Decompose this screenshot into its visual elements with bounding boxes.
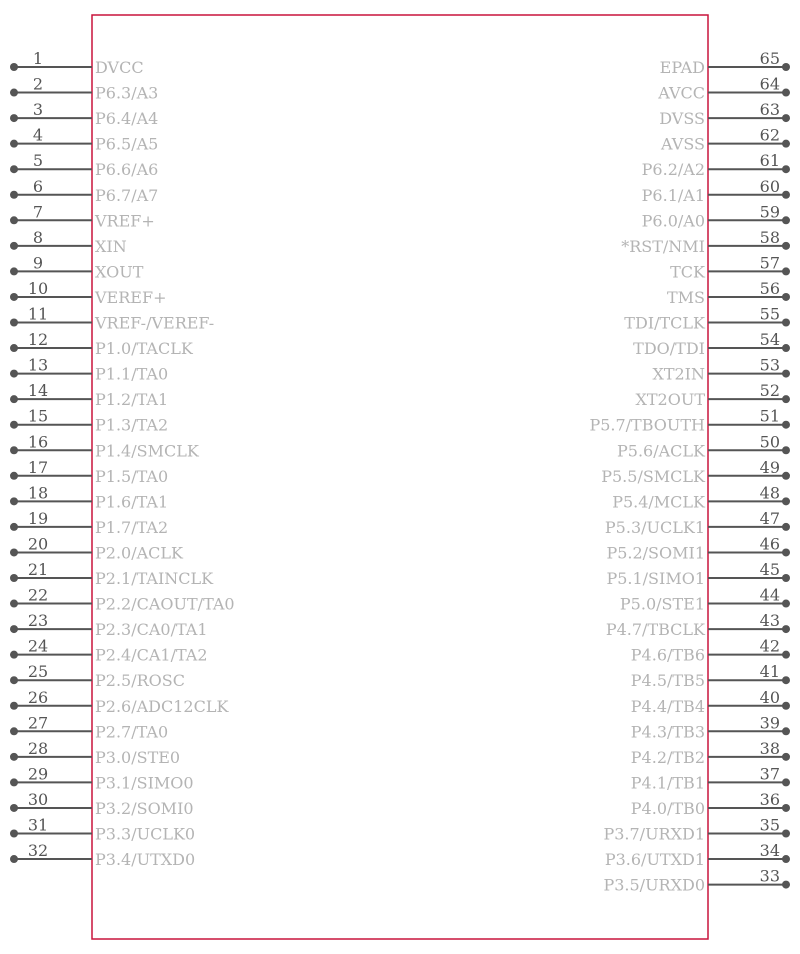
- pin-label: P5.0/STE1: [619, 594, 705, 614]
- pin-34: [605, 841, 790, 869]
- pin-28: [10, 739, 180, 767]
- pin-number: 7: [32, 202, 44, 222]
- pin-64: [657, 75, 790, 103]
- pin-end-dot: [10, 497, 18, 505]
- pin-label: P2.2/CAOUT/TA0: [95, 594, 235, 614]
- pin-9: [10, 253, 144, 281]
- pin-end-dot: [10, 395, 18, 403]
- pin-2: [10, 75, 158, 103]
- pin-45: [606, 560, 790, 588]
- pin-end-dot: [782, 140, 790, 148]
- pin-number: 51: [759, 406, 780, 426]
- pin-44: [620, 586, 790, 614]
- pin-number: 34: [759, 841, 780, 861]
- pin-51: [589, 407, 790, 435]
- pin-end-dot: [782, 114, 790, 122]
- pin-label: P3.7/URXD1: [603, 824, 705, 844]
- pin-end-dot: [782, 89, 790, 97]
- pin-number: 37: [759, 764, 780, 784]
- pin-number: 13: [27, 355, 49, 375]
- pin-label: TCK: [670, 262, 705, 282]
- pin-end-dot: [782, 370, 790, 378]
- pin-25: [10, 662, 185, 690]
- pin-end-dot: [10, 727, 18, 735]
- pin-label: DVSS: [659, 109, 705, 129]
- pin-label: XT2IN: [652, 364, 705, 384]
- pin-label: P5.5/SMCLK: [601, 466, 705, 486]
- pin-60: [642, 177, 790, 205]
- pin-end-dot: [10, 804, 18, 812]
- pin-label: P4.1/TB1: [630, 773, 705, 793]
- pin-end-dot: [10, 753, 18, 761]
- pin-59: [642, 202, 790, 230]
- pin-55: [624, 305, 790, 333]
- pin-end-dot: [10, 778, 18, 786]
- pin-label: XOUT: [95, 262, 144, 282]
- pin-label: P3.6/UTXD1: [604, 850, 705, 870]
- pin-number: 14: [27, 381, 49, 401]
- pin-number: 9: [32, 253, 44, 273]
- pin-end-dot: [782, 293, 790, 301]
- pin-end-dot: [782, 651, 790, 659]
- pin-end-dot: [782, 600, 790, 608]
- pin-54: [633, 330, 790, 358]
- pin-label: P6.3/A3: [95, 83, 159, 103]
- pin-number: 47: [759, 508, 780, 528]
- pin-26: [10, 688, 229, 716]
- pin-label: P3.2/SOMI0: [95, 798, 194, 818]
- pin-11: [10, 305, 214, 333]
- pin-end-dot: [10, 625, 18, 633]
- pin-label: AVCC: [658, 83, 705, 103]
- pin-number: 64: [759, 74, 780, 94]
- pin-21: [10, 560, 214, 588]
- pin-number: 15: [27, 406, 49, 426]
- pin-number: 18: [27, 483, 49, 503]
- pin-end-dot: [782, 830, 790, 838]
- pin-label: P3.4/UTXD0: [95, 850, 196, 870]
- pin-end-dot: [782, 319, 790, 327]
- pin-label: P1.6/TA1: [95, 492, 169, 512]
- pin-end-dot: [782, 548, 790, 556]
- pin-end-dot: [782, 702, 790, 710]
- pin-end-dot: [10, 370, 18, 378]
- pin-20: [10, 534, 184, 562]
- pin-63: [659, 100, 790, 128]
- pin-label: XT2OUT: [635, 390, 705, 410]
- pin-end-dot: [10, 523, 18, 531]
- pin-number: 61: [759, 151, 780, 171]
- pin-end-dot: [782, 727, 790, 735]
- pin-end-dot: [782, 804, 790, 812]
- pin-number: 63: [759, 100, 780, 120]
- pin-label: P5.3/UCLK1: [604, 517, 705, 537]
- pin-end-dot: [782, 63, 790, 71]
- pin-number: 43: [759, 611, 780, 631]
- pin-label: P2.5/ROSC: [95, 671, 185, 691]
- pin-42: [631, 637, 790, 665]
- pin-end-dot: [782, 881, 790, 889]
- pin-label: P4.7/TBCLK: [605, 620, 705, 640]
- pin-number: 27: [27, 713, 49, 733]
- pin-end-dot: [782, 625, 790, 633]
- pin-16: [10, 432, 200, 460]
- pin-number: 24: [27, 636, 49, 656]
- pin-label: P4.5/TB5: [630, 671, 705, 691]
- pin-47: [605, 509, 790, 537]
- pin-18: [10, 483, 168, 511]
- pin-number: 52: [759, 381, 780, 401]
- pin-number: 17: [27, 457, 49, 477]
- pin-38: [631, 739, 790, 767]
- pin-label: P1.1/TA0: [95, 364, 169, 384]
- pin-12: [10, 330, 194, 358]
- pin-label: P1.3/TA2: [95, 415, 169, 435]
- pin-label: P3.5/URXD0: [603, 875, 705, 895]
- pin-label: VREF+: [95, 211, 155, 231]
- pin-number: 38: [759, 738, 780, 758]
- pin-number: 8: [32, 227, 44, 247]
- pin-label: P6.5/A5: [95, 134, 159, 154]
- pin-3: [10, 100, 158, 128]
- pin-end-dot: [782, 242, 790, 250]
- pin-29: [10, 764, 194, 792]
- pin-end-dot: [10, 267, 18, 275]
- pin-label: P4.0/TB0: [630, 798, 705, 818]
- pin-label: P6.0/A0: [641, 211, 705, 231]
- pin-label: P6.7/A7: [95, 185, 159, 205]
- pin-end-dot: [10, 702, 18, 710]
- pin-label: P4.4/TB4: [630, 696, 705, 716]
- pin-end-dot: [782, 523, 790, 531]
- pin-number: 35: [759, 815, 780, 835]
- pin-end-dot: [782, 344, 790, 352]
- pin-label: P5.2/SOMI1: [606, 543, 705, 563]
- pin-label: P5.1/SIMO1: [606, 569, 705, 588]
- pin-label: P2.1/TAINCLK: [95, 569, 214, 588]
- pin-label: P3.0/STE0: [95, 747, 181, 767]
- pin-end-dot: [782, 267, 790, 275]
- pin-label: *RST/NMI: [621, 236, 705, 256]
- pin-end-dot: [782, 216, 790, 224]
- pin-43: [606, 611, 790, 639]
- pin-end-dot: [10, 676, 18, 684]
- pin-end-dot: [782, 191, 790, 199]
- pin-number: 23: [27, 611, 49, 631]
- pin-40: [631, 688, 790, 716]
- pin-58: [621, 228, 790, 256]
- pin-56: [667, 279, 790, 307]
- pin-27: [10, 713, 168, 741]
- pin-number: 2: [32, 74, 44, 94]
- pin-label: P1.7/TA2: [95, 517, 169, 537]
- pin-number: 44: [759, 585, 780, 605]
- pin-number: 65: [759, 49, 780, 68]
- pin-label: P1.0/TACLK: [95, 339, 193, 359]
- pin-end-dot: [10, 421, 18, 429]
- pin-14: [10, 381, 168, 409]
- left-pin-group: [10, 49, 235, 869]
- pin-end-dot: [10, 114, 18, 122]
- pin-35: [603, 816, 790, 844]
- pin-number: 1: [32, 49, 44, 68]
- pin-label: P4.3/TB3: [630, 722, 705, 742]
- pin-1: [10, 49, 144, 77]
- pin-52: [635, 381, 790, 409]
- pin-label: EPAD: [659, 58, 705, 77]
- pin-end-dot: [10, 548, 18, 556]
- pin-end-dot: [10, 216, 18, 224]
- pin-number: 11: [27, 304, 49, 324]
- pin-number: 36: [759, 789, 780, 809]
- pin-label: DVCC: [95, 58, 144, 77]
- pin-number: 39: [759, 713, 780, 733]
- pin-number: 59: [759, 202, 780, 222]
- pin-number: 60: [759, 176, 780, 196]
- pin-number: 22: [27, 585, 49, 605]
- pin-13: [10, 356, 168, 384]
- pin-23: [10, 611, 208, 639]
- pin-label: P5.4/MCLK: [612, 492, 705, 512]
- right-pin-group: [589, 49, 790, 895]
- pin-36: [631, 790, 790, 818]
- pin-number: 58: [759, 227, 780, 247]
- pin-number: 49: [759, 457, 780, 477]
- pin-label: P5.7/TBOUTH: [589, 415, 705, 435]
- pin-number: 16: [27, 432, 49, 452]
- pin-number: 56: [759, 278, 780, 298]
- pin-number: 10: [27, 278, 49, 298]
- pin-end-dot: [782, 497, 790, 505]
- pin-end-dot: [782, 165, 790, 173]
- pin-50: [617, 432, 790, 460]
- pin-label: P4.2/TB2: [630, 747, 705, 767]
- pin-number: 53: [759, 355, 780, 375]
- pin-number: 45: [759, 560, 780, 579]
- pin-label: TMS: [666, 287, 705, 307]
- pin-number: 19: [27, 508, 49, 528]
- pin-number: 30: [27, 789, 49, 809]
- pin-7: [10, 202, 155, 230]
- pin-label: P6.6/A6: [95, 160, 159, 180]
- pin-number: 6: [32, 176, 44, 196]
- pin-number: 29: [27, 764, 49, 784]
- pin-label: P6.4/A4: [95, 109, 159, 129]
- pin-label: P6.2/A2: [641, 160, 705, 180]
- pin-number: 4: [32, 125, 44, 145]
- pin-end-dot: [10, 574, 18, 582]
- pin-end-dot: [782, 421, 790, 429]
- pin-17: [10, 458, 168, 486]
- pin-end-dot: [782, 574, 790, 582]
- pin-end-dot: [782, 395, 790, 403]
- pin-end-dot: [10, 651, 18, 659]
- pin-label: P2.3/CA0/TA1: [95, 620, 208, 640]
- pin-number: 46: [759, 534, 780, 554]
- pin-end-dot: [782, 472, 790, 480]
- pin-number: 62: [759, 125, 780, 145]
- pin-end-dot: [782, 753, 790, 761]
- pin-number: 20: [27, 534, 49, 554]
- pin-end-dot: [10, 242, 18, 250]
- pin-label: P2.4/CA1/TA2: [95, 645, 208, 665]
- pin-number: 25: [27, 662, 49, 682]
- pin-number: 42: [759, 636, 780, 656]
- pin-number: 28: [27, 738, 49, 758]
- pin-end-dot: [782, 446, 790, 454]
- pin-number: 3: [32, 100, 44, 120]
- pin-end-dot: [10, 344, 18, 352]
- pin-24: [10, 637, 208, 665]
- pin-end-dot: [10, 191, 18, 199]
- pin-label: P3.3/UCLK0: [95, 824, 196, 844]
- pin-46: [606, 534, 790, 562]
- pin-8: [10, 228, 127, 256]
- pin-number: 50: [759, 432, 780, 452]
- pin-label: P2.0/ACLK: [95, 543, 183, 563]
- pin-57: [670, 253, 790, 281]
- pin-31: [10, 816, 195, 844]
- pin-end-dot: [782, 855, 790, 863]
- pin-label: P2.6/ADC12CLK: [95, 696, 229, 716]
- pin-6: [10, 177, 158, 205]
- pin-number: 48: [759, 483, 780, 503]
- pin-number: 26: [27, 687, 49, 707]
- pin-label: VREF-/VEREF-: [95, 313, 215, 333]
- pin-22: [10, 586, 235, 614]
- pin-number: 32: [27, 841, 49, 861]
- pin-label: XIN: [95, 236, 127, 256]
- pin-end-dot: [10, 293, 18, 301]
- pin-53: [652, 356, 790, 384]
- pin-end-dot: [10, 830, 18, 838]
- pin-label: TDO/TDI: [633, 339, 705, 359]
- pin-label: P2.7/TA0: [95, 722, 169, 742]
- pin-4: [10, 126, 158, 154]
- pin-number: 40: [759, 687, 780, 707]
- pin-label: P5.6/ACLK: [617, 441, 705, 461]
- pin-15: [10, 407, 168, 435]
- pin-49: [601, 458, 790, 486]
- pin-label: P3.1/SIMO0: [95, 773, 194, 793]
- pin-number: 54: [759, 330, 780, 350]
- pin-number: 57: [759, 253, 780, 273]
- pin-end-dot: [10, 855, 18, 863]
- pin-end-dot: [10, 472, 18, 480]
- pin-number: 12: [27, 330, 49, 350]
- pin-number: 31: [27, 815, 49, 835]
- pin-end-dot: [10, 319, 18, 327]
- pin-number: 33: [759, 866, 780, 886]
- pin-label: P6.1/A1: [641, 185, 705, 205]
- pin-label: P1.2/TA1: [95, 390, 169, 410]
- pin-label: AVSS: [661, 134, 705, 154]
- pin-end-dot: [782, 778, 790, 786]
- pin-61: [642, 151, 790, 179]
- pin-32: [10, 841, 195, 869]
- pin-5: [10, 151, 158, 179]
- pin-number: 5: [32, 151, 44, 171]
- pin-label: VEREF+: [95, 287, 167, 307]
- pin-end-dot: [10, 140, 18, 148]
- pin-62: [660, 126, 790, 154]
- pin-label: P1.5/TA0: [95, 466, 169, 486]
- pin-number: 55: [759, 304, 780, 324]
- pin-19: [10, 509, 168, 537]
- pin-65: [660, 49, 790, 77]
- pin-number: 21: [27, 560, 49, 579]
- pin-end-dot: [782, 676, 790, 684]
- pin-39: [631, 713, 790, 741]
- pin-label: P4.6/TB6: [630, 645, 705, 665]
- pin-end-dot: [10, 165, 18, 173]
- pin-33: [603, 867, 790, 895]
- pin-37: [631, 764, 790, 792]
- pin-end-dot: [10, 89, 18, 97]
- pin-41: [631, 662, 790, 690]
- pin-10: [10, 279, 166, 307]
- pin-30: [10, 790, 194, 818]
- pin-label: TDI/TCLK: [624, 313, 705, 333]
- pin-end-dot: [10, 600, 18, 608]
- pin-end-dot: [10, 63, 18, 71]
- pin-48: [612, 483, 790, 511]
- pin-label: P1.4/SMCLK: [95, 441, 199, 461]
- pin-end-dot: [10, 446, 18, 454]
- pin-number: 41: [759, 662, 780, 682]
